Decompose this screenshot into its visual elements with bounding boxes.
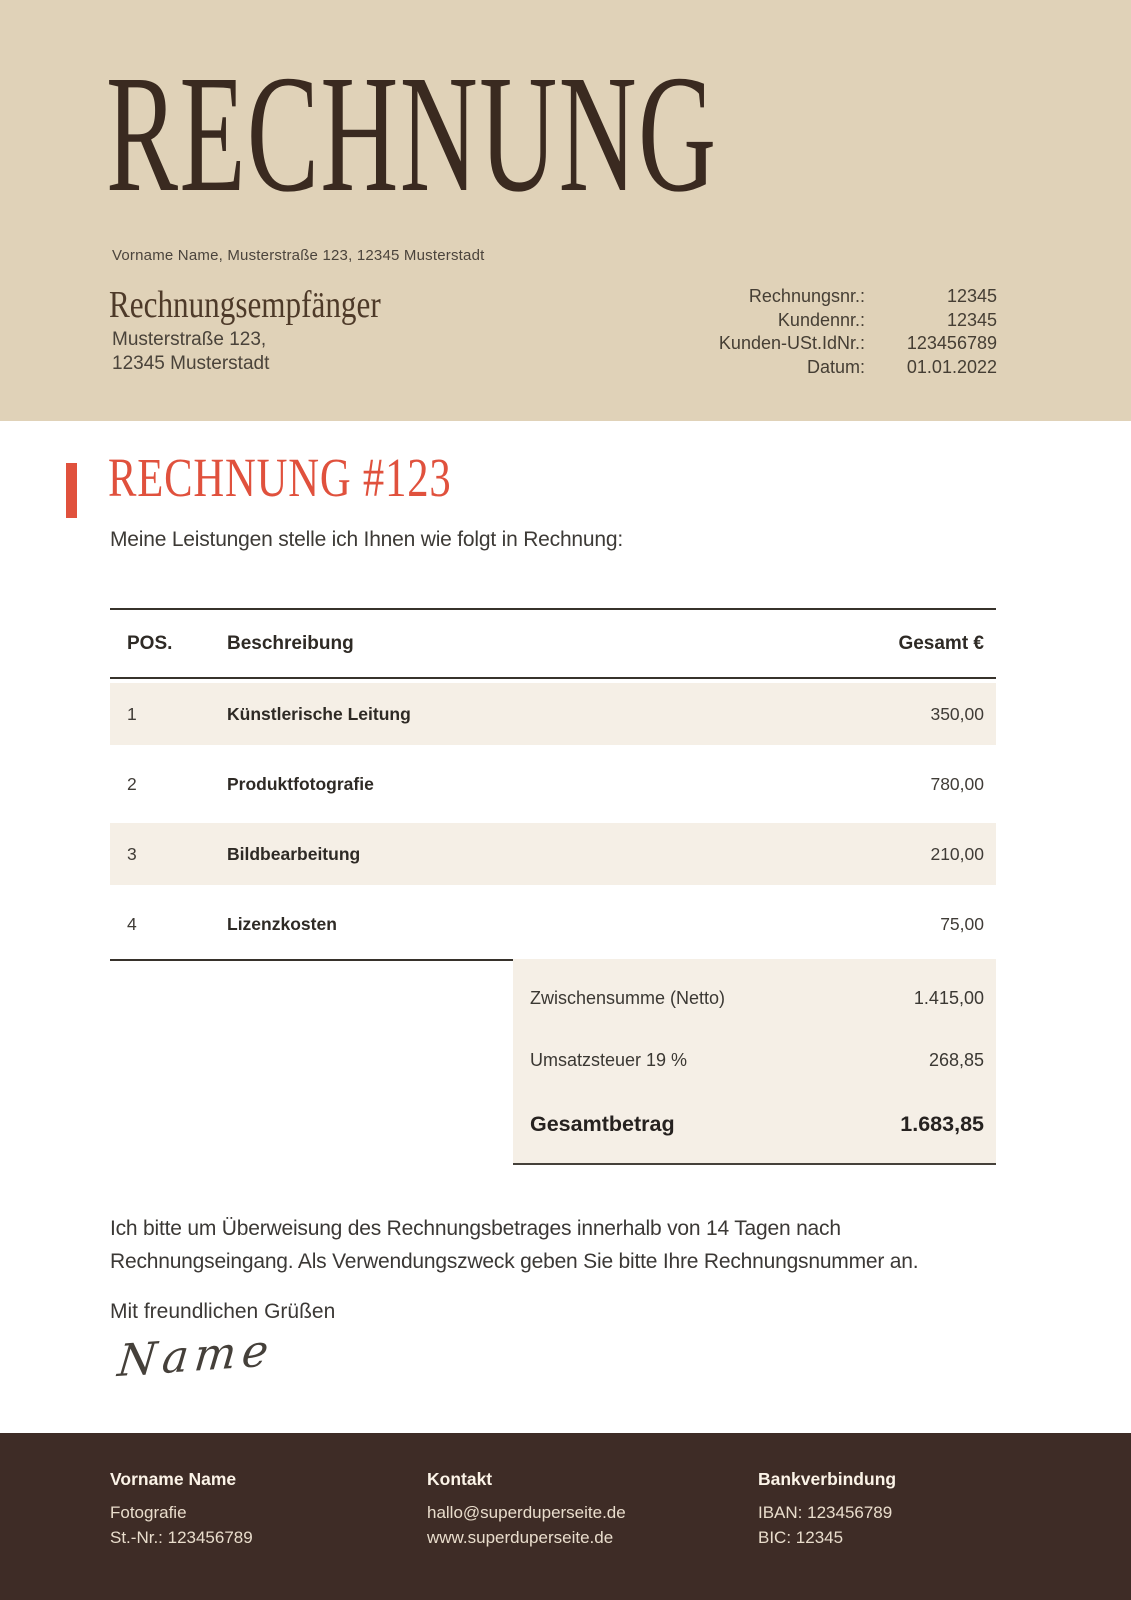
meta-value: 12345	[946, 286, 997, 307]
summary-value: 268,85	[928, 1049, 984, 1070]
footer-column-contact	[427, 1469, 626, 1550]
row-pos: 3	[127, 843, 137, 864]
invoice-heading: RECHNUNG #123	[108, 448, 452, 509]
footer-bic: BIC: 12345	[758, 1528, 844, 1547]
footer-column-title: Kontakt	[427, 1469, 493, 1489]
footer-website: www.superduperseite.de	[427, 1528, 614, 1547]
closing-line: Mit freundlichen Grüßen	[110, 1300, 336, 1323]
footer-iban: IBAN: 123456789	[758, 1503, 893, 1522]
row-pos: 2	[127, 773, 137, 794]
table-row	[110, 889, 996, 959]
row-pos: 1	[127, 703, 137, 724]
summary-value: 1.683,85	[900, 1111, 984, 1136]
column-header-total: Gesamt €	[898, 632, 984, 654]
meta-row-date	[700, 356, 997, 380]
row-pos: 4	[127, 913, 137, 934]
sender-address-line: Vorname Name, Musterstraße 123, 12345 Musterstadt	[112, 247, 485, 264]
signature: Name	[115, 1324, 277, 1388]
footer-column-sender	[110, 1469, 253, 1550]
meta-value: 123456789	[906, 333, 997, 354]
payment-note: Ich bitte um Überweisung des Rechnungsbetrages innerhalb von 14 Tagen nach Rechnungseingang. Als Verwendungszweck geben Sie bitte Ihre Rechnungsnummer an.	[110, 1217, 919, 1273]
row-total: 350,00	[930, 703, 984, 724]
meta-label: Kunden-USt.IdNr.:	[718, 333, 865, 354]
summary-row-vat	[513, 1029, 996, 1091]
row-total: 75,00	[940, 913, 984, 934]
meta-row-customer-number	[700, 309, 997, 333]
footer-column-title: Bankverbindung	[758, 1469, 897, 1489]
meta-label: Rechnungsnr.:	[748, 286, 865, 307]
table-header-row	[110, 610, 996, 679]
column-header-description: Beschreibung	[227, 632, 354, 654]
row-total: 780,00	[930, 773, 984, 794]
row-description: Lizenzkosten	[227, 913, 337, 934]
document-title: RECHNUNG	[106, 41, 718, 227]
items-table	[110, 608, 996, 961]
table-row	[110, 749, 996, 819]
meta-value: 01.01.2022	[906, 356, 997, 377]
row-description: Bildbearbeitung	[227, 843, 361, 864]
summary-box	[513, 959, 996, 1165]
meta-label: Kundennr.:	[777, 309, 865, 330]
header	[0, 0, 1131, 421]
meta-row-vat-id	[700, 332, 997, 356]
summary-value: 1.415,00	[913, 987, 984, 1008]
footer	[0, 1433, 1131, 1600]
summary-label: Gesamtbetrag	[530, 1111, 675, 1136]
row-description: Künstlerische Leitung	[227, 703, 411, 724]
footer-email: hallo@superduperseite.de	[427, 1503, 626, 1522]
recipient-city: 12345 Musterstadt	[112, 353, 270, 374]
meta-label: Datum:	[806, 356, 865, 377]
footer-column-bank	[758, 1469, 896, 1550]
recipient-street: Musterstraße 123,	[112, 329, 267, 350]
column-header-pos: POS.	[127, 632, 173, 654]
footer-column-title: Vorname Name	[110, 1469, 237, 1489]
accent-bar	[66, 463, 77, 518]
summary-label: Zwischensumme (Netto)	[530, 987, 726, 1008]
intro-text: Meine Leistungen stelle ich Ihnen wie folgt in Rechnung:	[110, 528, 623, 551]
summary-label: Umsatzsteuer 19 %	[530, 1049, 688, 1070]
row-total: 210,00	[930, 843, 984, 864]
summary-row-grand-total	[513, 1091, 996, 1157]
row-description: Produktfotografie	[227, 773, 374, 794]
invoice-meta-block	[700, 285, 997, 379]
summary-row-subtotal	[513, 967, 996, 1029]
table-row	[110, 819, 996, 889]
recipient-name: Rechnungsempfänger	[109, 284, 381, 326]
meta-value: 12345	[946, 309, 997, 330]
meta-row-invoice-number	[700, 285, 997, 309]
footer-line: St.-Nr.: 123456789	[110, 1528, 253, 1547]
footer-line: Fotografie	[110, 1503, 187, 1522]
table-row	[110, 679, 996, 749]
